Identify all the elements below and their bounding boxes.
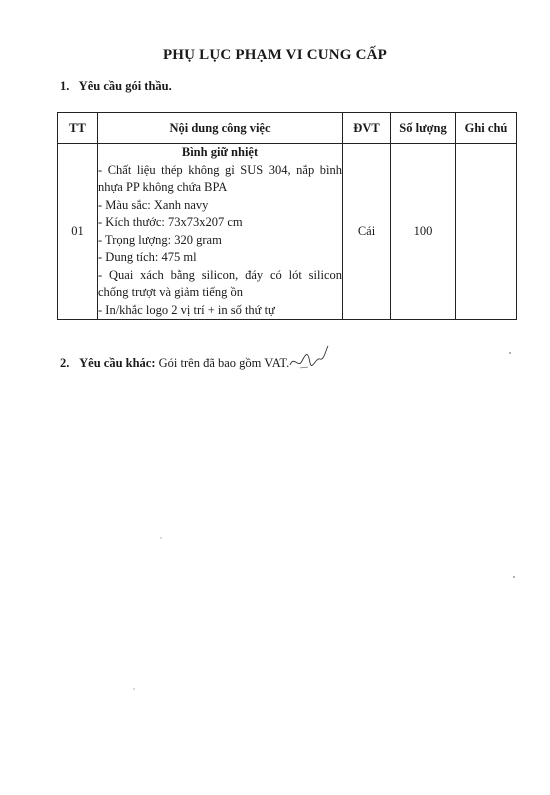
section-2-number: 2. bbox=[60, 356, 70, 370]
header-note: Ghi chú bbox=[456, 113, 517, 144]
section-2-text: Gói trên đã bao gồm VAT. bbox=[158, 356, 290, 370]
cell-tt: 01 bbox=[58, 144, 98, 320]
scope-table bbox=[57, 112, 517, 320]
scan-speck bbox=[160, 537, 162, 539]
spec-capacity: - Dung tích: 475 ml bbox=[98, 250, 197, 264]
signature-mark bbox=[286, 343, 332, 373]
header-unit: ĐVT bbox=[343, 113, 391, 144]
cell-unit: Cái bbox=[343, 144, 391, 320]
section-1-heading bbox=[60, 79, 172, 94]
section-2 bbox=[60, 356, 289, 371]
spec-handle: - Quai xách bằng silicon, đáy có lót silicon chống trượt và giảm tiếng ồn bbox=[98, 267, 342, 299]
header-quantity: Số lượng bbox=[391, 113, 456, 144]
table-row bbox=[58, 144, 517, 320]
header-tt: TT bbox=[58, 113, 98, 144]
table-header-row bbox=[58, 113, 517, 144]
section-1-title: Yêu cầu gói thầu. bbox=[78, 79, 172, 93]
cell-content bbox=[98, 144, 343, 320]
cell-quantity: 100 bbox=[391, 144, 456, 320]
cell-note bbox=[456, 144, 517, 320]
scan-speck bbox=[509, 352, 511, 354]
scan-speck bbox=[133, 688, 135, 690]
section-2-label: Yêu cầu khác: bbox=[79, 356, 156, 370]
spec-material: - Chất liệu thép không gỉ SUS 304, nắp bình nhựa PP không chứa BPA bbox=[98, 162, 342, 194]
page-title: PHỤ LỤC PHẠM VI CUNG CẤP bbox=[162, 47, 388, 63]
section-1-number: 1. bbox=[60, 79, 70, 93]
scan-speck bbox=[513, 576, 515, 578]
spec-color: - Màu sắc: Xanh navy bbox=[98, 197, 209, 212]
header-content: Nội dung công việc bbox=[98, 113, 343, 144]
spec-size: - Kích thước: 73x73x207 cm bbox=[98, 215, 243, 229]
spec-logo: - In/khắc logo 2 vị trí + in số thứ tự bbox=[98, 302, 275, 317]
item-name: Bình giữ nhiệt bbox=[181, 145, 259, 159]
spec-weight: - Trọng lượng: 320 gram bbox=[98, 232, 222, 247]
